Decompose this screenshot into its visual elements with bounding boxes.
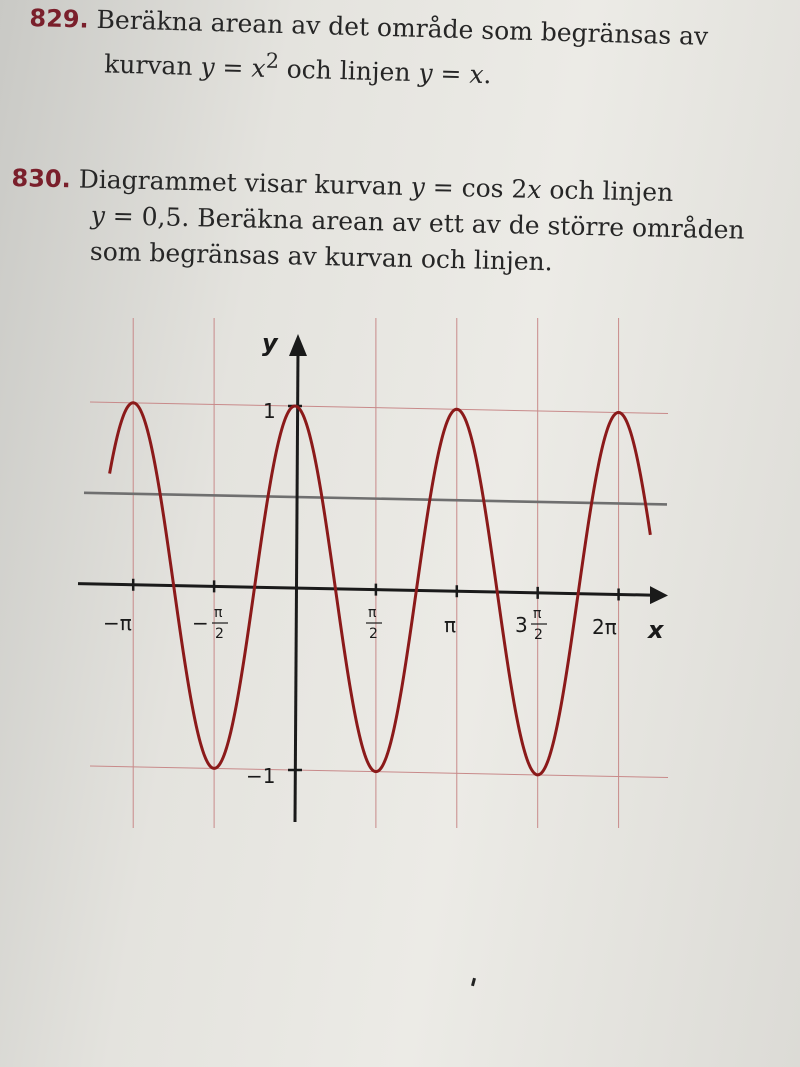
equation: y = x [418,58,484,90]
x-tick-label-pi-half-num: π [368,605,377,621]
x-tick-label-pi-half-den: 2 [369,626,378,642]
horizontal-grid-line [90,402,668,414]
y-axis [295,350,298,822]
problem-number: 829. [29,3,90,34]
problem-text: Beräkna arean av det område som begränsas av [96,4,709,51]
problem-text: och linjen [278,54,419,88]
x-axis [78,584,655,596]
x-tick-label-neg-pi-half-sign: − [192,611,209,635]
y-axis-arrow [289,334,307,356]
equation-var: y [410,172,426,202]
x-axis-arrow [650,586,668,604]
equation: y = x [200,52,266,83]
x-tick-label-3pi-half-den: 2 [534,627,543,643]
exponent: 2 [265,48,280,73]
equation-var: x [527,174,542,205]
x-tick-label-neg-pi-half-num: π [214,605,223,621]
equation-var: y [90,200,106,231]
x-tick-label-3pi-half-num: π [533,606,542,622]
x-tick-label-pi: π [444,613,457,637]
problem-number: 830. [11,163,72,194]
punctuation: . [483,60,492,90]
problem-text: som begränsas av kurvan och linjen. [89,236,554,277]
x-tick-label-2pi: 2π [592,615,617,639]
problem-text: = 0,5. Beräkna arean av ett av de större områden [104,201,745,245]
problem-text: Diagrammet visar kurvan [78,164,412,202]
y-tick-label-1: 1 [263,399,276,423]
tick-labels [103,329,665,788]
problem-text: kurvan [103,49,201,82]
problem-text: och linjen [541,175,674,208]
x-axis-label: x [648,616,664,644]
x-tick-label-3pi-half-coef: 3 [515,613,528,637]
x-tick-label-neg-pi-half-den: 2 [215,626,224,642]
y-tick-label-neg-1: −1 [246,764,276,788]
equation: = cos 2 [424,172,528,204]
x-tick-label-neg-pi: −π [103,611,132,635]
y-axis-label: y [262,329,278,357]
